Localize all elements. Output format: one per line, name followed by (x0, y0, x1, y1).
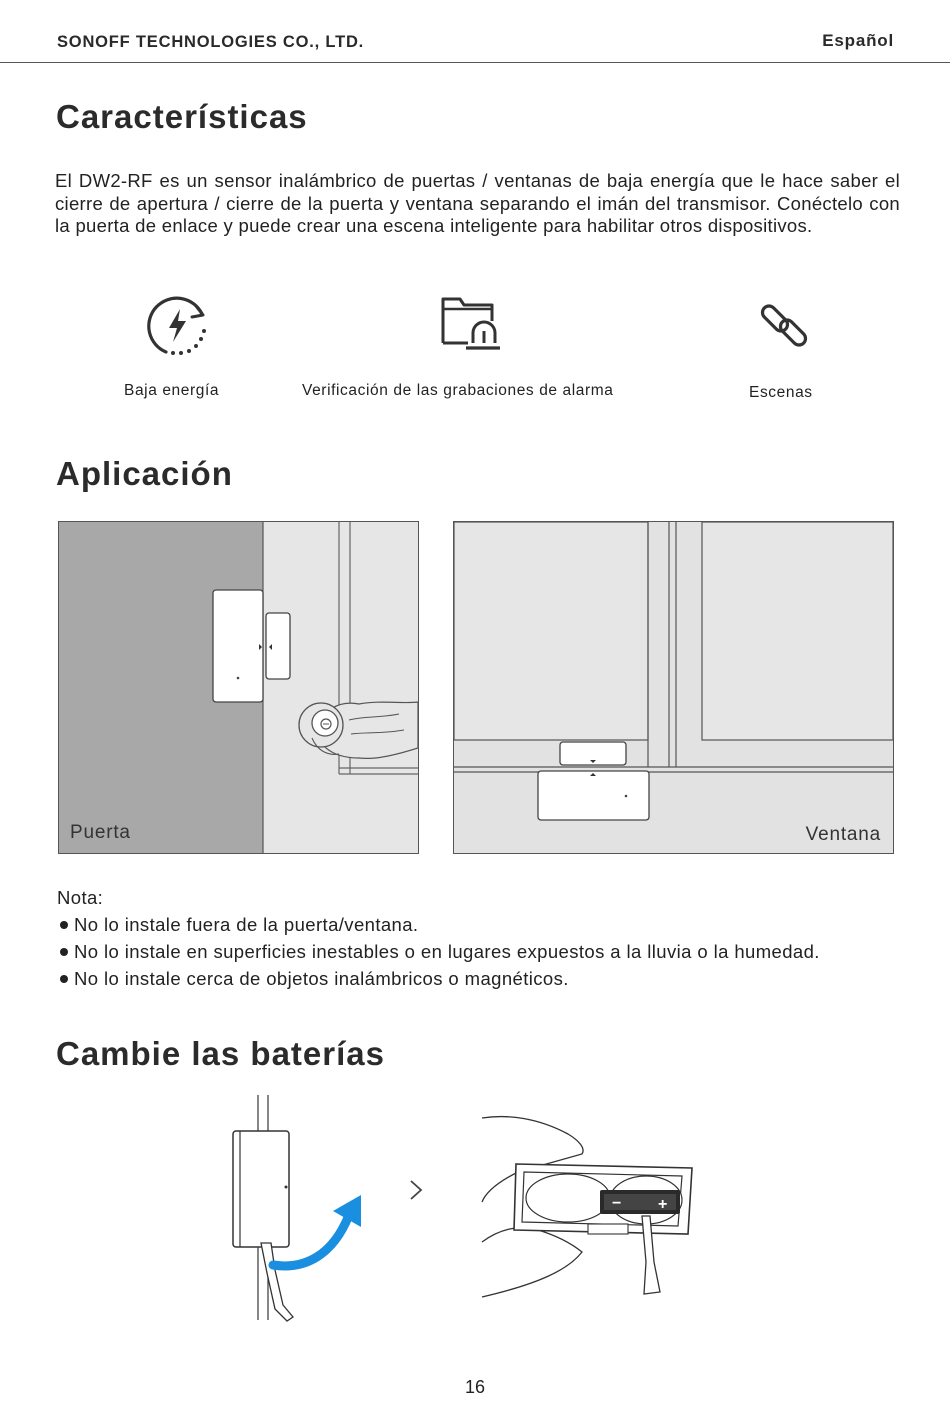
feature-label-alarm-records: Verificación de las grabaciones de alarma (302, 382, 614, 399)
header-company: SONOFF TECHNOLOGIES CO., LTD. (57, 33, 365, 51)
header-divider (0, 62, 950, 63)
note-item (57, 938, 820, 965)
door-label: Puerta (70, 822, 131, 843)
window-label: Ventana (805, 824, 881, 845)
page-number: 16 (464, 1377, 486, 1397)
bullet (60, 948, 68, 956)
chevron-right-icon (407, 1178, 425, 1202)
notes (57, 884, 820, 992)
link-icon (758, 298, 812, 352)
application-title: Aplicación (56, 455, 233, 492)
alarm-records-icon (440, 295, 504, 355)
open-sensor-illustration (225, 1095, 370, 1325)
window-drawing (454, 522, 893, 853)
replace-battery-illustration (478, 1112, 698, 1302)
feature-label-scenes: Escenas (749, 384, 813, 401)
door-drawing (59, 522, 418, 853)
window-illustration (453, 521, 894, 854)
feature-label-low-energy: Baja energía (124, 382, 220, 399)
battery-title: Cambie las baterías (56, 1035, 385, 1072)
battery-plus-symbol: + (658, 1196, 668, 1213)
bullet (60, 921, 68, 929)
notes-heading: Nota: (57, 887, 104, 908)
note-item (57, 965, 820, 992)
note-text: No lo instale cerca de objetos inalámbricos o magnéticos. (74, 968, 569, 989)
bullet (60, 975, 68, 983)
header-language: Español (822, 31, 894, 50)
features-title: Características (56, 98, 308, 135)
note-text: No lo instale en superficies inestables o en lugares expuestos a la lluvia o la humedad. (74, 941, 820, 962)
features-intro: El DW2-RF es un sensor inalámbrico de puertas / ventanas de baja energía que le hace saber el cierre de apertura / cierre de la puerta y ventana separando el imán del transmisor. Conéctelo con la puerta de enlace y puede crear una escena inteligente para habilitar otros dispositivos. (55, 170, 900, 236)
low-energy-icon (140, 290, 214, 360)
note-item (57, 911, 820, 938)
door-illustration (58, 521, 419, 854)
note-text: No lo instale fuera de la puerta/ventana. (74, 914, 419, 935)
battery-minus-symbol: − (612, 1195, 622, 1212)
